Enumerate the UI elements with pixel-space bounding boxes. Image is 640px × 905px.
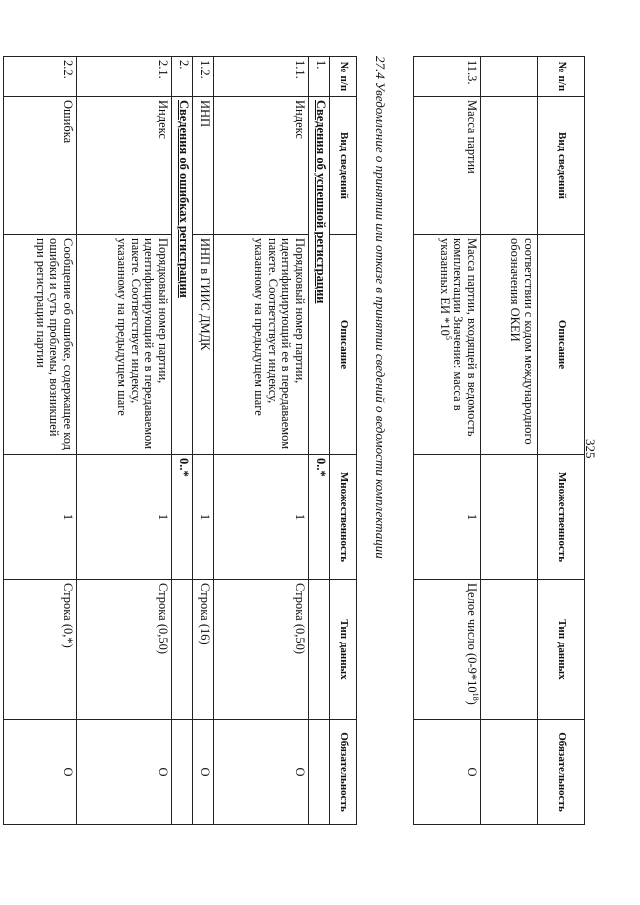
cell-mandatory xyxy=(309,720,330,825)
cell-description: Порядковый номер партии, идентифицирующий ее в передаваемом пакете. Соответствует индексу, указанному на предыдущем шаге xyxy=(77,235,172,455)
table-row xyxy=(309,57,330,825)
cell-datatype xyxy=(414,580,481,720)
cell-mandatory xyxy=(172,720,193,825)
cell-description: соответствии с кодом международного обозначения ОКЕИ xyxy=(481,235,538,455)
cell-num: 11.3. xyxy=(414,57,481,97)
cell-kind: ИНП xyxy=(193,97,214,235)
table-notification xyxy=(3,56,357,825)
cell-mandatory: О xyxy=(193,720,214,825)
table-header-row xyxy=(330,57,357,825)
table-row xyxy=(172,57,193,825)
cell-num xyxy=(481,57,538,97)
section-caption: 27.4 Уведомление о принятии или отказе в принятии сведений о ведомости комплектации xyxy=(373,56,388,559)
cell-num: 1. xyxy=(309,57,330,97)
cell-datatype xyxy=(172,580,193,720)
header-description: Описание xyxy=(538,235,585,455)
cell-multiplicity: 1 xyxy=(77,455,172,580)
header-datatype: Тип данных xyxy=(330,580,357,720)
table-row xyxy=(481,57,538,825)
cell-multiplicity: 1 xyxy=(4,455,77,580)
header-mandatory: Обязательность xyxy=(330,720,357,825)
cell-multiplicity: 1 xyxy=(414,455,481,580)
cell-num: 2.1. xyxy=(77,57,172,97)
header-datatype: Тип данных xyxy=(538,580,585,720)
cell-description: Порядковый номер партии, идентифицирующий ее в передаваемом пакете. Соответствует индексу, указанному на предыдущем шаге xyxy=(214,235,309,455)
table-row xyxy=(414,57,481,825)
cell-datatype: Строка (0,50) xyxy=(77,580,172,720)
description-text: Масса партии, входящей в ведомость комплектации Значение: масса в указанных ЕИ *10 xyxy=(438,238,479,437)
header-multiplicity: Множественность xyxy=(330,455,357,580)
cell-mandatory: О xyxy=(414,720,481,825)
cell-datatype xyxy=(481,580,538,720)
cell-kind: Масса партии xyxy=(414,97,481,235)
header-kind: Вид сведений xyxy=(538,97,585,235)
cell-kind: Индекс xyxy=(214,97,309,235)
header-multiplicity: Множественность xyxy=(538,455,585,580)
cell-mandatory: О xyxy=(77,720,172,825)
table-header-row xyxy=(538,57,585,825)
cell-datatype: Строка (0,50) xyxy=(214,580,309,720)
cell-multiplicity xyxy=(481,455,538,580)
cell-kind: Ошибка xyxy=(4,97,77,235)
table-row xyxy=(4,57,77,825)
cell-kind: Индекс xyxy=(77,97,172,235)
cell-description: ИНП в ГИИС ДМДК xyxy=(193,235,214,455)
cell-mandatory xyxy=(481,720,538,825)
cell-multiplicity: 0..* xyxy=(172,455,193,580)
table-row xyxy=(77,57,172,825)
cell-num: 1.2. xyxy=(193,57,214,97)
datatype-text: Целое число (0-9*10 xyxy=(465,583,479,693)
cell-num: 2. xyxy=(172,57,193,97)
datatype-tail: ) xyxy=(465,700,479,705)
cell-multiplicity: 1 xyxy=(214,455,309,580)
cell-description xyxy=(414,235,481,455)
table-row xyxy=(214,57,309,825)
cell-mandatory: О xyxy=(4,720,77,825)
cell-num: 2.2. xyxy=(4,57,77,97)
cell-datatype xyxy=(309,580,330,720)
header-num: № п/п xyxy=(330,57,357,97)
cell-datatype: Строка (0,*) xyxy=(4,580,77,720)
table-row xyxy=(193,57,214,825)
cell-mandatory: О xyxy=(214,720,309,825)
cell-datatype: Строка (16) xyxy=(193,580,214,720)
cell-multiplicity: 0..* xyxy=(309,455,330,580)
exponent: 18 xyxy=(471,692,481,701)
table-mass xyxy=(413,56,585,825)
cell-num: 1.1. xyxy=(214,57,309,97)
header-description: Описание xyxy=(330,235,357,455)
header-mandatory: Обязательность xyxy=(538,720,585,825)
cell-multiplicity: 1 xyxy=(193,455,214,580)
exponent: 5 xyxy=(444,335,454,340)
cell-section-title: Сведения об успешной регистрации xyxy=(309,97,330,455)
cell-kind xyxy=(481,97,538,235)
header-kind: Вид сведений xyxy=(330,97,357,235)
page-number: 325 xyxy=(583,439,598,459)
cell-section-title: Сведения об ошибках регистрации xyxy=(172,97,193,455)
cell-description: Сообщение об ошибке, содержащее код ошибки и суть проблемы, возникшей при регистрации партии xyxy=(4,235,77,455)
header-num: № п/п xyxy=(538,57,585,97)
